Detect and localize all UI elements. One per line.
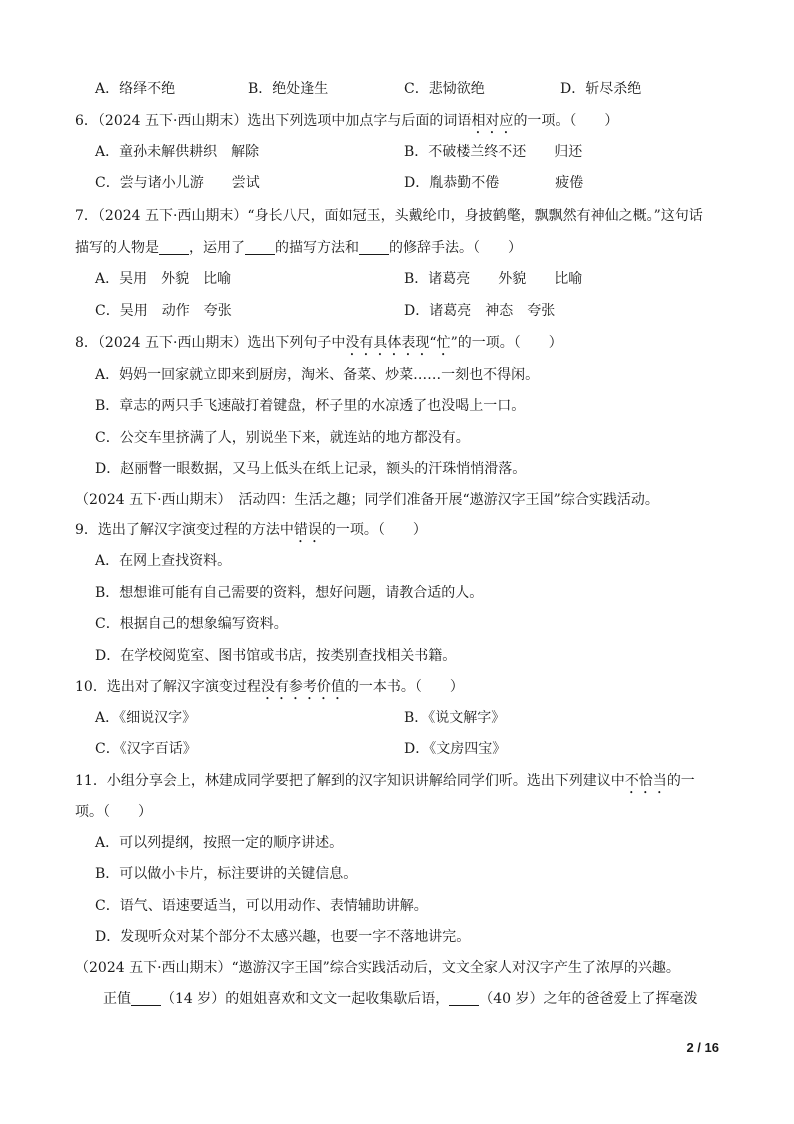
reading-passage-line bbox=[103, 989, 698, 1009]
q8-option-a: A．妈妈一回家就立即来到厨房，淘米、备菜、炒菜……一刻也不得闲。 bbox=[95, 367, 540, 383]
q10-option-c: C．《汉字百话》 bbox=[95, 741, 197, 757]
q6-option-d: D．胤恭勤不倦 疲倦 bbox=[404, 175, 584, 191]
q7-text-a: 描写的人物是 bbox=[75, 240, 159, 256]
q9-option-b: B．想想谁可能有自己需要的资料，想好问题，请教合适的人。 bbox=[95, 585, 484, 601]
q8-option-b: B．章志的两只手飞速敲打着键盘，杯子里的水凉透了也没喝上一口。 bbox=[95, 398, 526, 414]
answer-blank bbox=[359, 240, 389, 255]
q9-stem-pre: 9．选出了解汉字演变过程的方法中 bbox=[75, 522, 294, 538]
q10-option-b: B．《说文解字》 bbox=[404, 710, 506, 726]
q8-option-c: C．公交车里挤满了人，别说坐下来，就连站的地方都没有。 bbox=[95, 430, 470, 446]
q7-text-c: 的描写方法和 bbox=[275, 240, 359, 256]
q10-option-a: A．《细说汉字》 bbox=[95, 710, 197, 726]
q11-stem-pre: 11．小组分享会上，林建成同学要把了解到的汉字知识讲解给同学们听。选出下列建议中 bbox=[75, 773, 625, 789]
answer-blank bbox=[159, 240, 189, 255]
q11-option-b: B．可以做小卡片，标注要讲的关键信息。 bbox=[95, 866, 358, 882]
tail-text-b: （14 岁）的姐姐喜欢和文文一起收集歇后语， bbox=[161, 991, 450, 1007]
q6-option-a: A．童孙未解供耕织 解除 bbox=[95, 144, 260, 160]
q9-option-d: D．在学校阅览室、图书馆或书店，按类别查找相关书籍。 bbox=[95, 648, 457, 664]
q9-stem-dotted: 错误 bbox=[293, 522, 322, 538]
q9-stem-post: 的一项。（ ） bbox=[321, 522, 427, 538]
tail-text-c: （40 岁）之年的爸爸爱上了挥毫泼 bbox=[479, 991, 698, 1007]
q5-option-a: A．络绎不绝 bbox=[95, 81, 176, 97]
q8-stem bbox=[75, 333, 563, 359]
q11-stem-line2: 项。（ ） bbox=[75, 804, 152, 820]
q7-option-b: B．诸葛亮 外貌 比喻 bbox=[404, 271, 583, 287]
q11-option-c: C．语气、语速要适当，可以用动作、表情辅助讲解。 bbox=[95, 898, 428, 914]
q7-stem-line2 bbox=[75, 238, 522, 258]
q11-stem-dotted: 不恰当 bbox=[624, 773, 667, 789]
q11-stem-line1 bbox=[75, 771, 695, 797]
q8-stem-post: 的一项。（ ） bbox=[457, 335, 563, 351]
answer-blank bbox=[449, 991, 479, 1006]
q7-text-d: 的修辞手法。（ ） bbox=[389, 240, 522, 256]
activity-four-intro: （2024 五下·西山期末） 活动四：生活之趣；同学们准备开展“遨游汉字王国”综合实践活动。 bbox=[75, 492, 659, 508]
q5-option-c: C．悲恸欲绝 bbox=[404, 81, 485, 97]
q7-option-d: D．诸葛亮 神态 夸张 bbox=[404, 303, 556, 319]
q11-option-d: D．发现听众对某个部分不太感兴趣，也要一字不落地讲完。 bbox=[95, 929, 471, 945]
q10-stem-dotted: 没有参考价值 bbox=[260, 679, 345, 695]
q7-stem-line1: 7．（2024 五下·西山期末）“身长八尺，面如冠玉，头戴纶巾，身披鹤氅，飘飘然有神仙之概。”这句话 bbox=[75, 208, 703, 224]
q6-stem-post: 的一项。（ ） bbox=[513, 113, 619, 129]
q10-stem-pre: 10．选出对了解汉字演变过程 bbox=[75, 679, 261, 695]
q10-stem bbox=[75, 677, 464, 703]
q11-option-a: A．可以列提纲，按照一定的顺序讲述。 bbox=[95, 835, 344, 851]
q9-option-c: C．根据自己的想象编写资料。 bbox=[95, 616, 288, 632]
q8-stem-dotted: 没有具体表现“忙” bbox=[345, 335, 458, 351]
q6-stem bbox=[75, 111, 618, 137]
q5-option-d: D．斩尽杀绝 bbox=[560, 81, 642, 97]
tail-text-a: 正值 bbox=[103, 991, 131, 1007]
q7-text-b: ，运用了 bbox=[189, 240, 245, 256]
q10-stem-post: 的一本书。（ ） bbox=[344, 679, 464, 695]
q8-stem-pre: 8．（2024 五下·西山期末）选出下列句子中 bbox=[75, 335, 346, 351]
answer-blank bbox=[245, 240, 275, 255]
q10-option-d: D．《文房四宝》 bbox=[404, 741, 507, 757]
q6-option-b: B．不破楼兰终不还 归还 bbox=[404, 144, 583, 160]
q7-option-a: A．吴用 外貌 比喻 bbox=[95, 271, 232, 287]
q6-option-c: C．尝与诸小儿游 尝试 bbox=[95, 175, 260, 191]
reading-intro: （2024 五下·西山期末）“遨游汉字王国”综合实践活动后，文文全家人对汉字产生了浓厚的兴趣。 bbox=[75, 960, 680, 976]
page-number: 2 / 16 bbox=[686, 1040, 719, 1055]
q5-option-b: B．绝处逢生 bbox=[248, 81, 329, 97]
q9-option-a: A．在网上查找资料。 bbox=[95, 553, 232, 569]
q9-stem bbox=[75, 520, 427, 546]
answer-blank bbox=[131, 991, 161, 1006]
q7-option-c: C．吴用 动作 夸张 bbox=[95, 303, 232, 319]
q11-stem-post: 的一 bbox=[666, 773, 695, 789]
q8-option-d: D．赵丽瞥一眼数据，又马上低头在纸上记录，额头的汗珠悄悄滑落。 bbox=[95, 461, 527, 477]
q6-stem-dotted: 相对应 bbox=[471, 113, 514, 129]
q6-stem-pre: 6．（2024 五下·西山期末）选出下列选项中加点字与后面的词语 bbox=[75, 113, 472, 129]
